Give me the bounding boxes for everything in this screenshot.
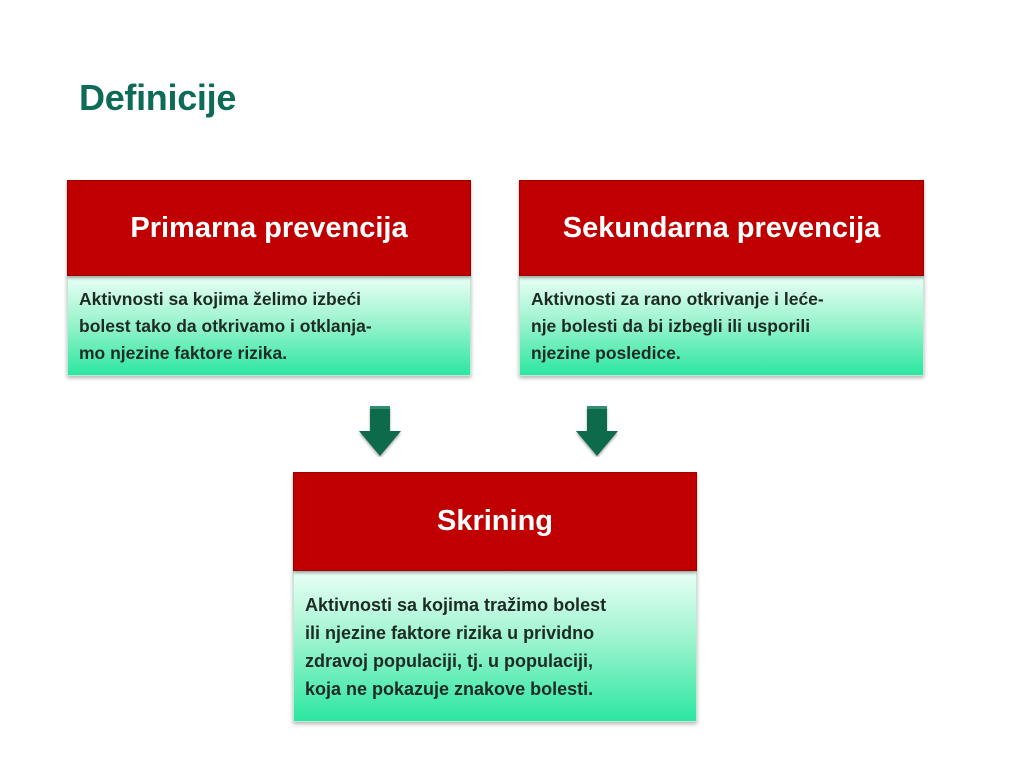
description-line: koja ne pokazuje znakove bolesti. bbox=[305, 679, 594, 699]
description-line: zdravoj populaciji, tj. u populaciji, bbox=[305, 651, 594, 671]
screening-description bbox=[293, 571, 697, 722]
description-line: Aktivnosti sa kojima tražimo bolest bbox=[305, 595, 607, 615]
description-line: ili njezine faktore rizika u prividno bbox=[305, 623, 595, 643]
description-line: Aktivnosti sa kojima želimo izbeći bbox=[79, 289, 362, 309]
description-line: njezine posledice. bbox=[531, 343, 681, 363]
primary-prevention-description bbox=[67, 276, 471, 376]
secondary-prevention-description bbox=[519, 276, 924, 376]
description-line: nje bolesti da bi izbegli ili usporili bbox=[531, 316, 811, 336]
page-title: Definicije bbox=[79, 77, 237, 118]
down-arrow-icon bbox=[358, 405, 402, 457]
description-line: Aktivnosti za rano otkrivanje i leće- bbox=[531, 289, 824, 309]
description-line: mo njezine faktore rizika. bbox=[79, 343, 288, 363]
down-arrow-icon bbox=[575, 405, 619, 457]
screening-title: Skrining bbox=[293, 472, 697, 571]
primary-prevention-title: Primarna prevencija bbox=[67, 180, 471, 276]
secondary-prevention-title: Sekundarna prevencija bbox=[519, 180, 924, 276]
description-line: bolest tako da otkrivamo i otklanja- bbox=[79, 316, 372, 336]
